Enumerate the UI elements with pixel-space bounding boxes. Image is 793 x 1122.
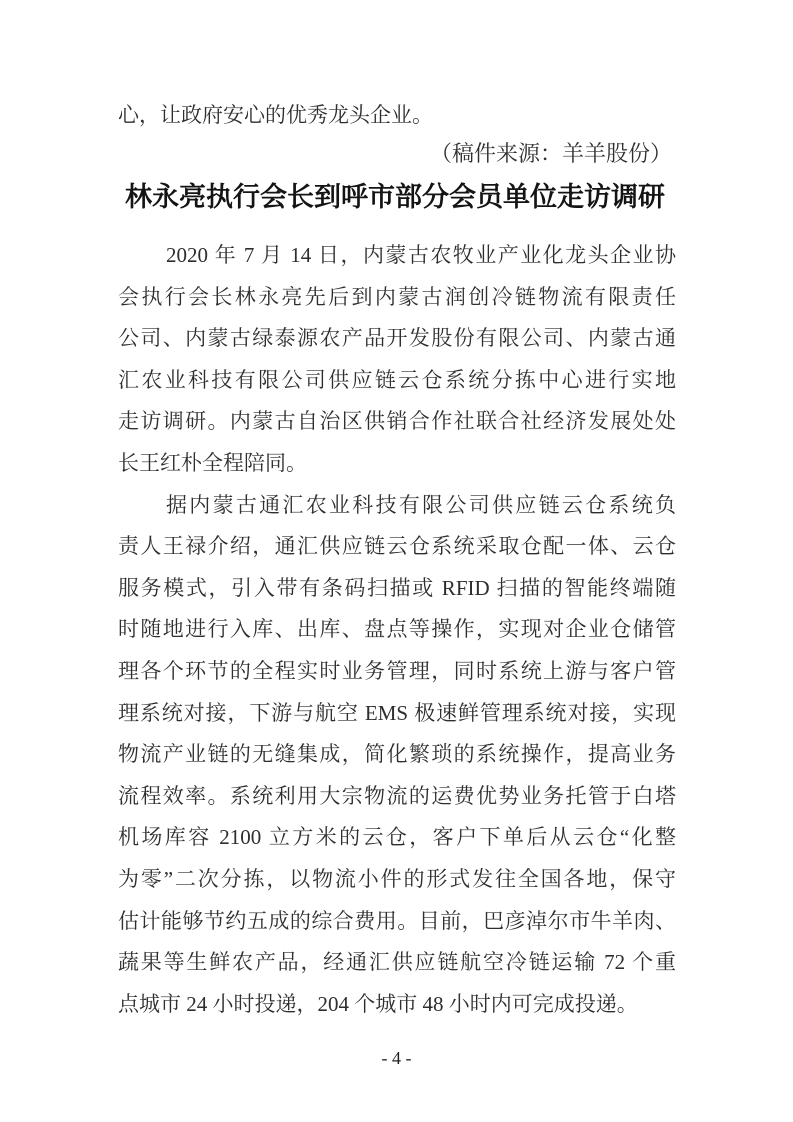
page-number: - 4 - — [381, 1048, 412, 1068]
text-line: 机场库容 2100 立方米的云仓，客户下单后从云仓“化整 — [118, 825, 676, 850]
text-line: 物流产业链的无缝集成，简化繁琐的系统操作，提高业务 — [118, 742, 676, 767]
article-title: 林永亮执行会长到呼市部分会员单位走访调研 — [125, 182, 665, 212]
text-line: 公司、内蒙古绿泰源农产品开发股份有限公司、内蒙古通 — [118, 326, 676, 351]
text-line: 蔬果等生鲜农产品，经通汇供应链航空冷链运输 72 个重 — [118, 950, 676, 975]
article-body — [118, 235, 676, 1025]
text-line: 据内蒙古通汇农业科技有限公司供应链云仓系统负 — [166, 492, 676, 517]
text-line: 为零”二次分拣，以物流小件的形式发往全国各地，保守 — [118, 866, 676, 891]
text-line: 责人王禄介绍，通汇供应链云仓系统采取仓配一体、云仓 — [118, 534, 676, 559]
text-line: 理各个环节的全程实时业务管理，同时系统上游与客户管 — [118, 658, 676, 683]
text-line: 会执行会长林永亮先后到内蒙古润创冷链物流有限责任 — [118, 284, 676, 309]
text-line: 2020 年 7 月 14 日，内蒙古农牧业产业化龙头企业协 — [166, 243, 676, 267]
text-line: 走访调研。内蒙古自治区供销合作社联合社经济发展处处 — [118, 409, 676, 434]
text-line: 点城市 24 小时投递，204 个城市 48 小时内可完成投递。 — [118, 991, 638, 1016]
body-paragraph — [118, 235, 676, 485]
text-line: 估计能够节约五成的综合费用。目前，巴彦淖尔市牛羊肉、 — [118, 908, 676, 933]
text-line: 长王红朴全程陪同。 — [118, 450, 307, 475]
text-line: 汇农业科技有限公司供应链云仓系统分拣中心进行实地 — [118, 367, 676, 392]
text-line: 理系统对接，下游与航空 EMS 极速鲜管理系统对接，实现 — [118, 700, 676, 725]
lead-paragraph-end: 心，让政府安心的优秀龙头企业。 — [118, 103, 433, 127]
text-line: 流程效率。系统利用大宗物流的运费优势业务托管于白塔 — [118, 783, 676, 808]
text-line: 时随地进行入库、出库、盘点等操作，实现对企业仓储管 — [118, 617, 676, 642]
source-attribution: （稿件来源：羊羊股份） — [429, 141, 672, 166]
body-paragraph — [118, 485, 676, 1026]
text-line: 服务模式，引入带有条码扫描或 RFID 扫描的智能终端随 — [118, 575, 676, 600]
